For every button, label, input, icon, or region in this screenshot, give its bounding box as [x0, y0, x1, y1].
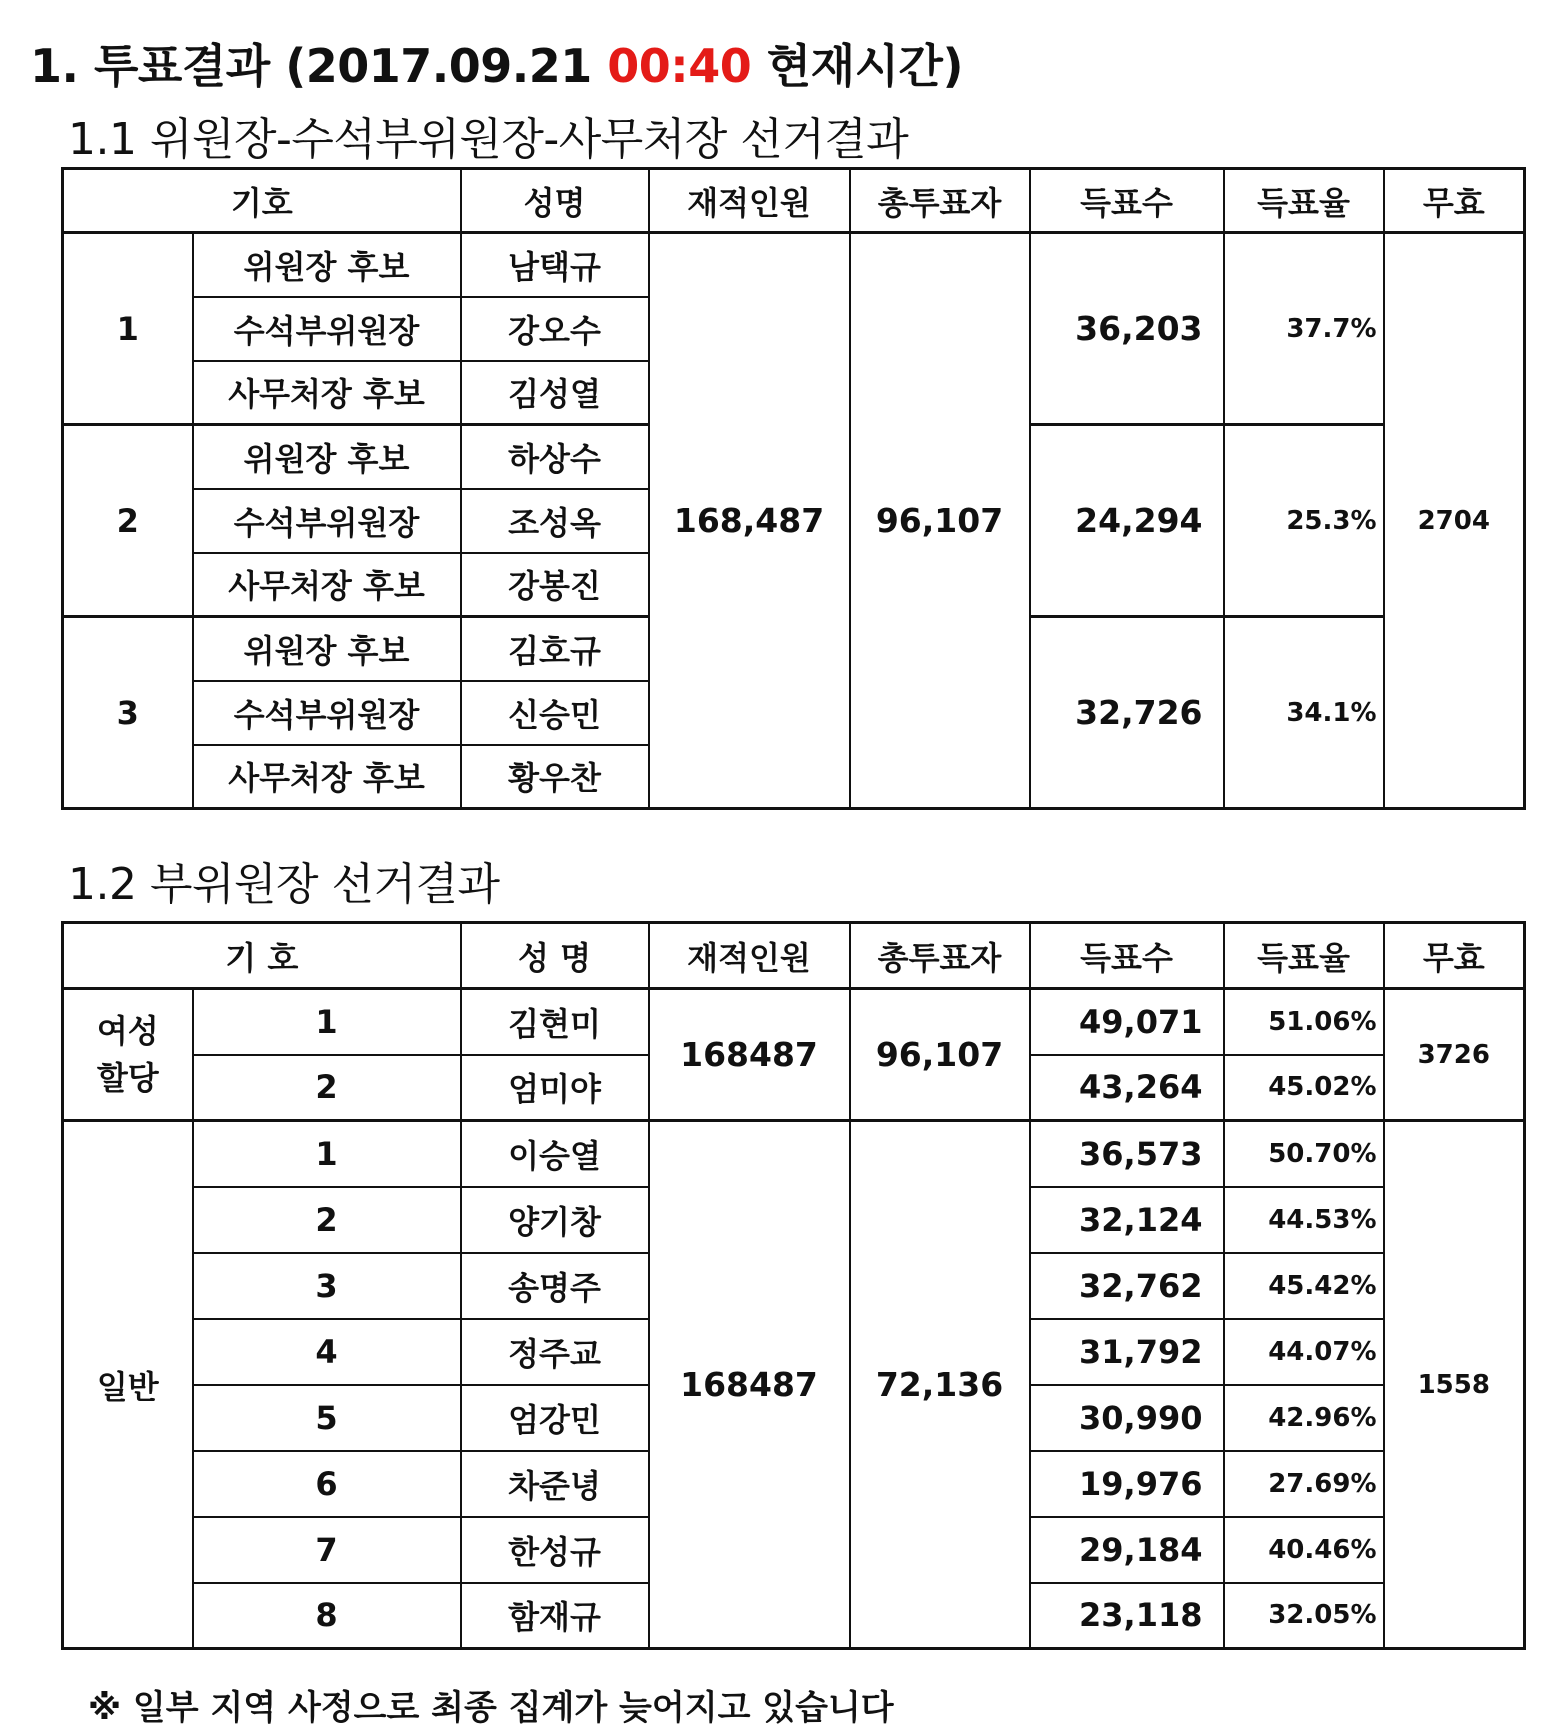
candidate-name: 한성규: [461, 1517, 649, 1583]
candidate-number: 8: [193, 1583, 461, 1649]
candidate-number: 7: [193, 1517, 461, 1583]
ticket-votes: 32,726: [1030, 617, 1224, 809]
footnote: ※ 일부 지역 사정으로 최종 집계가 늦어지고 있습니다: [88, 1688, 894, 1728]
candidate-rate: 40.46%: [1224, 1517, 1384, 1583]
ticket-rate: 34.1%: [1224, 617, 1384, 809]
header-votes: 득표수: [1030, 169, 1224, 233]
candidate-name: 송명주: [461, 1253, 649, 1319]
candidate-role: 수석부위원장: [193, 297, 461, 361]
candidate-role: 위원장 후보: [193, 425, 461, 489]
ticket-rate: 25.3%: [1224, 425, 1384, 617]
candidate-name: 강봉진: [461, 553, 649, 617]
candidate-votes: 43,264: [1030, 1055, 1224, 1121]
candidate-rate: 44.53%: [1224, 1187, 1384, 1253]
candidate-name: 엄미야: [461, 1055, 649, 1121]
candidate-name: 정주교: [461, 1319, 649, 1385]
candidate-rate: 45.42%: [1224, 1253, 1384, 1319]
candidate-number: 2: [193, 1187, 461, 1253]
registered-count: 168,487: [649, 233, 850, 809]
candidate-votes: 32,124: [1030, 1187, 1224, 1253]
candidate-role: 수석부위원장: [193, 489, 461, 553]
candidate-name: 김현미: [461, 989, 649, 1055]
table-header-row: [63, 923, 1525, 989]
candidate-votes: 31,792: [1030, 1319, 1224, 1385]
candidate-rate: 44.07%: [1224, 1319, 1384, 1385]
candidate-votes: 49,071: [1030, 989, 1224, 1055]
candidate-number: 2: [193, 1055, 461, 1121]
candidate-role: 수석부위원장: [193, 681, 461, 745]
candidate-name: 남택규: [461, 233, 649, 297]
candidate-votes: 30,990: [1030, 1385, 1224, 1451]
candidate-rate: 42.96%: [1224, 1385, 1384, 1451]
header-symbol: 기호: [63, 169, 461, 233]
table-row: [63, 233, 1525, 297]
candidate-number: 1: [193, 1121, 461, 1187]
candidate-name: 황우찬: [461, 745, 649, 809]
candidate-role: 사무처장 후보: [193, 553, 461, 617]
candidate-name: 엄강민: [461, 1385, 649, 1451]
candidate-votes: 29,184: [1030, 1517, 1224, 1583]
table-header-row: [63, 169, 1525, 233]
candidate-name: 양기창: [461, 1187, 649, 1253]
ticket-votes: 24,294: [1030, 425, 1224, 617]
table-row: [63, 989, 1525, 1055]
total-voters-count: 72,136: [850, 1121, 1030, 1649]
candidate-votes: 32,762: [1030, 1253, 1224, 1319]
header-name: 성명: [461, 169, 649, 233]
candidate-rate: 45.02%: [1224, 1055, 1384, 1121]
candidate-votes: 36,573: [1030, 1121, 1224, 1187]
candidate-rate: 27.69%: [1224, 1451, 1384, 1517]
candidate-role: 위원장 후보: [193, 233, 461, 297]
title-prefix: 1. 투표결과 (2017.09.21: [30, 39, 608, 93]
candidate-name: 조성옥: [461, 489, 649, 553]
candidate-name: 김호규: [461, 617, 649, 681]
candidate-number: 5: [193, 1385, 461, 1451]
header-total-voters: 총투표자: [850, 169, 1030, 233]
group-label-women: 여성 할당: [63, 989, 193, 1121]
candidate-name: 이승열: [461, 1121, 649, 1187]
candidate-name: 하상수: [461, 425, 649, 489]
section2-heading: 1.2 부위원장 선거결과: [68, 859, 500, 910]
candidate-role: 위원장 후보: [193, 617, 461, 681]
header-name: 성 명: [461, 923, 649, 989]
header-votes: 득표수: [1030, 923, 1224, 989]
header-registered: 재적인원: [649, 923, 850, 989]
candidate-votes: 23,118: [1030, 1583, 1224, 1649]
group-label-general: 일반: [63, 1121, 193, 1649]
candidate-name: 함재규: [461, 1583, 649, 1649]
section1-heading: 1.1 위원장-수석부위원장-사무처장 선거결과: [68, 114, 909, 165]
invalid-count: 2704: [1384, 233, 1525, 809]
header-registered: 재적인원: [649, 169, 850, 233]
header-rate: 득표율: [1224, 169, 1384, 233]
candidate-role: 사무처장 후보: [193, 361, 461, 425]
invalid-count: 3726: [1384, 989, 1525, 1121]
candidate-number: 3: [193, 1253, 461, 1319]
ticket-number: 2: [63, 425, 193, 617]
title-suffix: 현재시간): [751, 39, 964, 93]
ticket-number: 1: [63, 233, 193, 425]
header-invalid: 무효: [1384, 923, 1525, 989]
candidate-name: 신승민: [461, 681, 649, 745]
total-voters-count: 96,107: [850, 233, 1030, 809]
candidate-name: 차준녕: [461, 1451, 649, 1517]
ticket-number: 3: [63, 617, 193, 809]
page-title: [30, 30, 963, 96]
candidate-name: 강오수: [461, 297, 649, 361]
title-time: 00:40: [607, 39, 752, 93]
invalid-count: 1558: [1384, 1121, 1525, 1649]
ticket-rate: 37.7%: [1224, 233, 1384, 425]
header-invalid: 무효: [1384, 169, 1525, 233]
candidate-number: 1: [193, 989, 461, 1055]
candidate-votes: 19,976: [1030, 1451, 1224, 1517]
candidate-rate: 51.06%: [1224, 989, 1384, 1055]
candidate-number: 6: [193, 1451, 461, 1517]
candidate-number: 4: [193, 1319, 461, 1385]
total-voters-count: 96,107: [850, 989, 1030, 1121]
table-row: [63, 1121, 1525, 1187]
header-rate: 득표율: [1224, 923, 1384, 989]
header-symbol: 기 호: [63, 923, 461, 989]
section2-results-table: [61, 921, 1526, 1650]
candidate-rate: 32.05%: [1224, 1583, 1384, 1649]
section1-results-table: [61, 167, 1526, 810]
candidate-rate: 50.70%: [1224, 1121, 1384, 1187]
registered-count: 168487: [649, 1121, 850, 1649]
header-total-voters: 총투표자: [850, 923, 1030, 989]
registered-count: 168487: [649, 989, 850, 1121]
ticket-votes: 36,203: [1030, 233, 1224, 425]
candidate-role: 사무처장 후보: [193, 745, 461, 809]
candidate-name: 김성열: [461, 361, 649, 425]
